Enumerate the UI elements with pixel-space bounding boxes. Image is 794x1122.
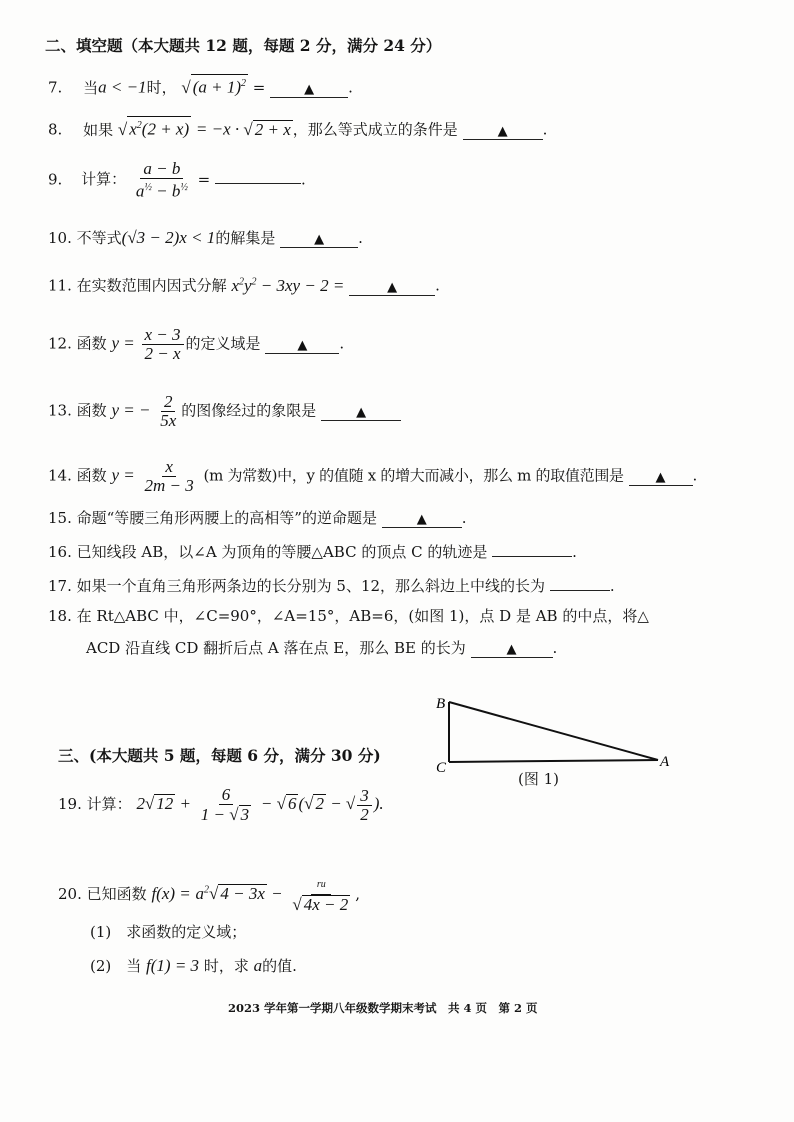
q15-answer-blank[interactable]: ▲ [382, 511, 462, 528]
q15-number: 15. [48, 509, 72, 527]
page-footer: 2023 学年第一学期八年级数学期末考试 共 4 页 第 2 页 [228, 1001, 538, 1015]
q9-number: 9. [48, 170, 63, 189]
question-16: 16. 已知线段 AB，以∠A 为顶角的等腰△ABC 的顶点 C 的轨迹是 . [48, 540, 577, 562]
question-10: 10. 不等式(√3 − 2)x < 1的解集是 ▲ . [48, 228, 363, 247]
question-7: 7. 当a < −1时， √ $(a + 1)^2$ = ▲ . [48, 74, 353, 98]
q16-number: 16. [48, 543, 72, 561]
question-18: 18. 在 Rt△ABC 中，∠C=90°，∠A=15°，AB=6，(如图 1)，点 D 是 AB 的中点，将△ [48, 607, 649, 625]
q7-condition: a < −1 [98, 77, 147, 97]
question-14: 14. 函数 y = $\frac{x}{2m - 3}$ (m 为常数)中，y 的值随 x 的增大而减小，那么 m 的取值范围是 ▲ . [48, 457, 698, 495]
q8-answer-blank[interactable]: ▲ [463, 123, 543, 140]
q18-answer-blank[interactable]: ▲ [471, 641, 553, 658]
q20-subquestion-2: (2) 当 f(1) = 3 时，求 a的值. [90, 956, 297, 975]
question-12: 12. 函数 y = $\frac{x - 3}{2 - x}$ 的定义域是 ▲ . [48, 325, 345, 363]
question-18-line-2: ACD 沿直线 CD 翻折后点 A 落在点 E，那么 BE 的长为 ▲ . [86, 639, 558, 657]
q19-fraction: $\frac{6}{1 - √ 3}$ [200, 785, 250, 824]
side-ca [449, 760, 658, 762]
q17-number: 17. [48, 577, 72, 595]
q12-number: 12. [48, 334, 72, 353]
q9-answer-blank[interactable] [215, 167, 301, 184]
question-8: 8. 如果 √ $x^2(2 + x) = -x$ · √ 2 + x ，那么等式成立的条件是 ▲ . [48, 116, 547, 140]
q8-number: 8. [48, 120, 63, 139]
question-15: 15. 命题“等腰三角形两腰上的高相等”的逆命题是 ▲ . [48, 509, 467, 527]
q13-fraction: $\frac{2}{5x}$ [160, 392, 177, 430]
q17-answer-blank[interactable] [550, 574, 610, 591]
q20-number: 20. [58, 885, 82, 903]
section-3-heading: 三、(本大题共 5 题，每题 6 分，满分 30 分) [58, 746, 381, 765]
figure-caption: (图 1) [518, 770, 560, 788]
question-13: 13. 函数 y = − $\frac{2}{5x}$ 的图像经过的象限是 ▲ [48, 393, 401, 430]
q10-answer-blank[interactable]: ▲ [280, 231, 358, 248]
q14-answer-blank[interactable]: ▲ [629, 469, 693, 486]
q18-number: 18. [48, 607, 72, 625]
q19-number: 19. [58, 795, 82, 813]
q9-fraction: $\frac{a - b}{a^{\frac{1}{2}} - b^{\frac{1}{2}}}$ [135, 159, 188, 201]
vertex-c-label: C [436, 760, 447, 776]
q7-answer-blank[interactable]: ▲ [270, 81, 348, 98]
side-ab [449, 702, 658, 760]
question-11: 11. 在实数范围内因式分解 $x^2y^2 - 3xy - 2$ = ▲ . [48, 275, 440, 295]
q20-fraction: $\frac{ru}{√ 4x - 2}$ [289, 876, 353, 914]
q14-number: 14. [48, 466, 72, 485]
q7-number: 7. [48, 78, 63, 97]
vertex-b-label: B [436, 696, 446, 712]
q12-fraction: $\frac{x - 3}{2 - x}$ [142, 326, 184, 363]
q11-number: 11. [48, 276, 72, 295]
q12-answer-blank[interactable]: ▲ [265, 337, 339, 354]
q13-number: 13. [48, 401, 72, 420]
q16-answer-blank[interactable] [492, 540, 572, 557]
q11-answer-blank[interactable]: ▲ [349, 279, 435, 296]
q13-answer-blank[interactable]: ▲ [321, 404, 401, 421]
question-19: 19. 计算： 2√ 12 + $\frac{6}{1 - √ 3}$ − √ 6 (√ 2 − √ $\frac{3}{2}$ ). [58, 785, 384, 824]
question-20: 20. 已知函数 $f(x) = a^2√$ 4 − 3x − $\frac{ru}{√ 4x - 2}$ , [58, 876, 360, 914]
section-2-heading: 二、填空题（本大题共 12 题，每题 2 分，满分 24 分） [45, 36, 442, 55]
vertex-a-label: A [660, 754, 670, 770]
q20-subquestion-1: (1) 求函数的定义域； [90, 923, 247, 941]
question-17: 17. 如果一个直角三角形两条边的长分别为 5、12，那么斜边上中线的长为 . [48, 574, 615, 596]
q14-fraction: $\frac{x}{2m - 3}$ [144, 457, 194, 495]
question-9: 9. 计算： $\frac{a - b}{a^{\frac{1}{2}} - b^{\frac{1}{2}}}$ = . [48, 159, 306, 201]
q10-number: 10. [48, 229, 72, 247]
